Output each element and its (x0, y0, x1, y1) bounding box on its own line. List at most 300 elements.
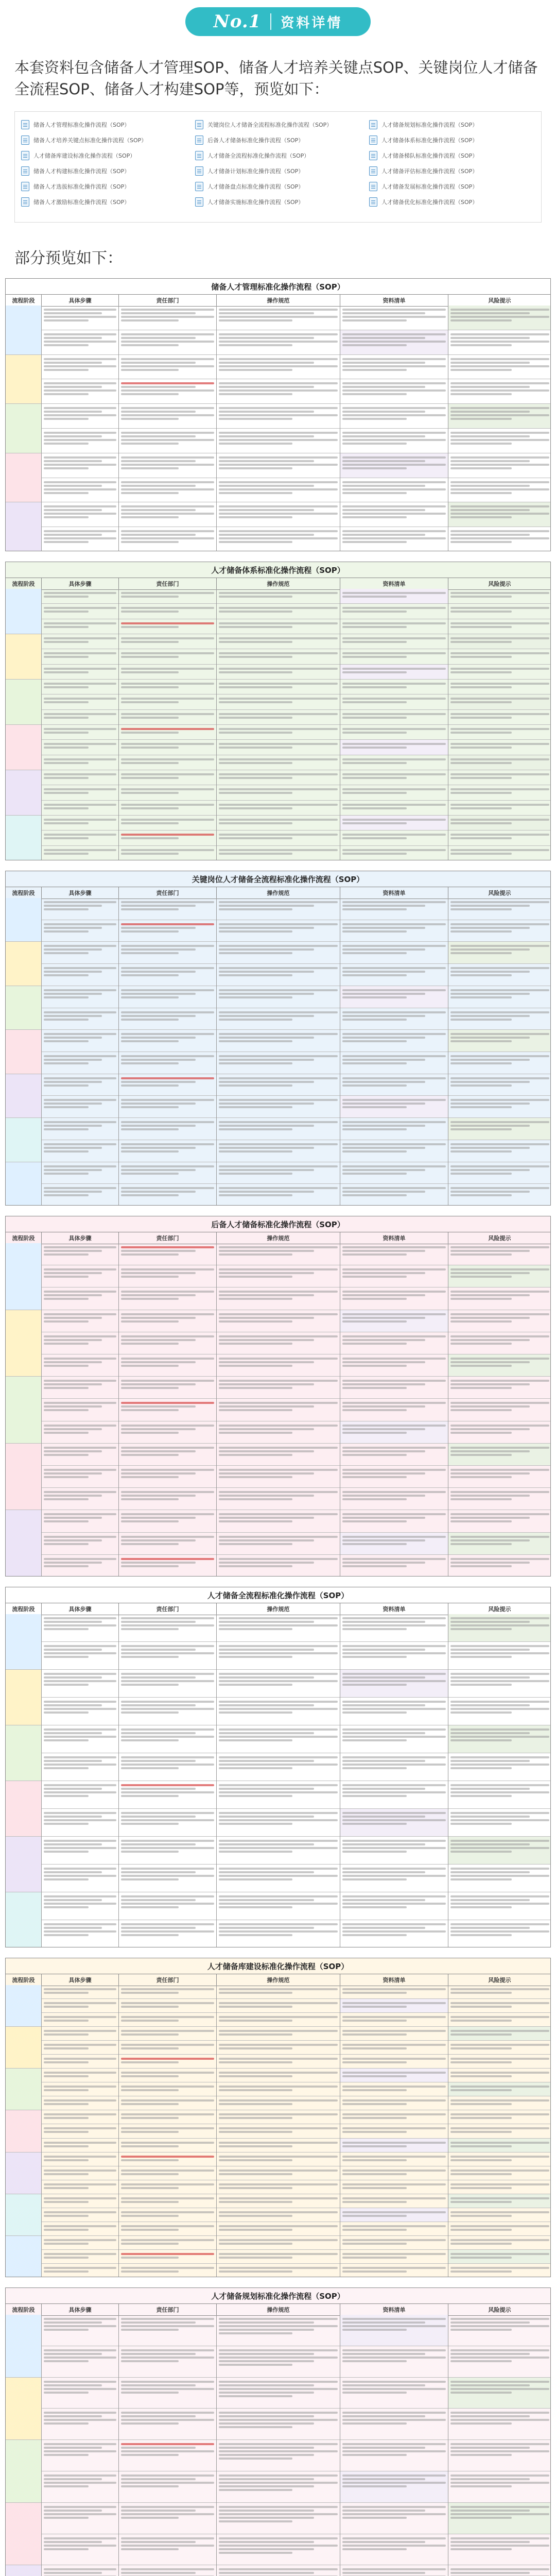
text-line (44, 1081, 102, 1083)
table-cell (217, 2440, 340, 2471)
text-line (450, 758, 549, 760)
text-line (121, 414, 214, 416)
text-line (450, 513, 549, 515)
text-line (342, 1624, 446, 1626)
table-cell (340, 2565, 448, 2576)
table-cell (42, 1310, 118, 1332)
table-cell (42, 527, 118, 551)
table-cell (42, 2082, 118, 2096)
text-line (121, 1875, 214, 1877)
text-line (342, 1428, 425, 1430)
table-cell (217, 2180, 340, 2194)
table-cell (448, 2503, 551, 2534)
text-line (121, 1788, 196, 1790)
table-cell (42, 429, 118, 453)
text-line (342, 683, 446, 685)
text-line (121, 1736, 214, 1738)
text-line (450, 2173, 512, 2175)
text-line (219, 1194, 292, 1196)
text-line (219, 2537, 338, 2539)
text-line (121, 607, 214, 609)
text-line (121, 2243, 179, 2245)
table-cell (217, 2236, 340, 2250)
text-line (44, 1812, 116, 1814)
text-line (44, 1169, 102, 1171)
text-line (121, 1335, 214, 1337)
text-line (450, 2131, 512, 2133)
text-line (121, 1701, 214, 1703)
text-line (121, 2113, 214, 2115)
text-line (219, 2072, 338, 2074)
text-line (219, 1276, 292, 1278)
file-list-item[interactable] (195, 194, 361, 210)
text-line (450, 652, 549, 654)
text-line (121, 1562, 196, 1564)
text-line (219, 513, 338, 515)
table-cell (119, 1332, 216, 1354)
text-line (342, 1062, 407, 1064)
table-cell (448, 1642, 551, 1670)
text-line (450, 1491, 549, 1493)
text-line (342, 1565, 407, 1567)
table-column (42, 1243, 119, 1576)
text-line (342, 2510, 425, 2512)
table-cell (217, 770, 340, 785)
badge-title: 资料详情 (281, 15, 343, 31)
text-line (450, 2201, 512, 2203)
text-line (44, 1291, 116, 1293)
table-cell (340, 1162, 448, 1184)
text-line (342, 1784, 446, 1786)
table-cell (217, 2378, 340, 2409)
table-header-row (6, 295, 550, 307)
table-cell (217, 1555, 340, 1576)
text-line (450, 2572, 530, 2574)
text-line (44, 2360, 89, 2362)
text-line (450, 1276, 512, 1278)
text-line (219, 945, 338, 947)
text-line (219, 656, 292, 658)
table-cell (217, 920, 340, 942)
table-cell (119, 2208, 216, 2222)
file-name: 后备人才储备标准化操作流程（SOP） (207, 137, 304, 144)
text-line (44, 1106, 89, 1108)
text-line (219, 2321, 314, 2324)
text-line (219, 2360, 314, 2362)
table-cell (340, 1488, 448, 1510)
table-cell (217, 1920, 340, 1947)
text-line (450, 1147, 530, 1149)
text-line (219, 1649, 314, 1651)
text-line (121, 2197, 214, 2199)
document-icon (21, 120, 29, 129)
table-cell (340, 1030, 448, 1052)
table-column (217, 898, 340, 1205)
table-header-cell: 具体步骤 (42, 578, 119, 589)
text-line (121, 668, 214, 670)
table-column (217, 1243, 340, 1576)
text-line (44, 1728, 116, 1731)
text-line (450, 641, 512, 643)
table-cell (217, 1614, 340, 1642)
text-line (121, 1432, 179, 1434)
text-line (219, 467, 292, 469)
text-line (121, 1128, 179, 1130)
document-icon (369, 151, 377, 160)
text-line (44, 2201, 89, 2203)
text-line (450, 1033, 549, 1035)
text-line (342, 1513, 446, 1515)
text-line (450, 2419, 549, 2421)
file-list-item[interactable] (21, 179, 187, 194)
text-line (121, 1358, 214, 1360)
table-header-cell: 风险提示 (448, 1232, 551, 1244)
text-line (342, 516, 407, 518)
table-cell (42, 2250, 118, 2264)
text-line (342, 2086, 446, 2088)
table-cell (217, 665, 340, 680)
text-line (44, 1335, 116, 1337)
file-list-item[interactable] (195, 148, 361, 163)
file-list-item[interactable] (369, 179, 535, 194)
table-cell (448, 1332, 551, 1354)
text-line (450, 1764, 549, 1766)
table-column (340, 1243, 448, 1576)
text-line (450, 389, 549, 392)
text-line (121, 952, 179, 954)
text-line (44, 1739, 89, 1741)
table-cell (448, 2346, 551, 2378)
file-list-item[interactable] (21, 148, 187, 163)
text-line (219, 2267, 338, 2269)
text-line (44, 945, 116, 947)
text-line (44, 668, 116, 670)
text-line (44, 1628, 89, 1630)
file-list-item[interactable] (21, 194, 187, 210)
table-cell (448, 2194, 551, 2208)
table-cell (217, 2139, 340, 2153)
text-line (219, 1491, 338, 1493)
text-line (342, 537, 446, 539)
file-list-item[interactable] (369, 163, 535, 179)
table-column (217, 589, 340, 860)
text-line (121, 1015, 196, 1017)
table-cell (119, 1753, 216, 1781)
file-list-item[interactable] (195, 117, 361, 132)
text-line (450, 1358, 549, 1360)
table-cell (340, 680, 448, 694)
text-line (342, 467, 407, 469)
text-line (342, 1701, 446, 1703)
table-cell (448, 846, 551, 860)
text-line (121, 1402, 214, 1404)
table-header-cell: 流程阶段 (6, 1232, 42, 1244)
text-line (121, 834, 214, 836)
table-cell (42, 355, 118, 380)
text-line (44, 773, 116, 775)
text-line (219, 1823, 292, 1825)
text-line (44, 1656, 89, 1658)
text-line (44, 2099, 116, 2102)
text-line (450, 1704, 530, 1706)
phase-cell (6, 816, 41, 860)
text-line (342, 344, 407, 346)
text-line (450, 993, 530, 995)
text-line (219, 1927, 314, 1929)
text-line (44, 1402, 116, 1404)
table-cell (448, 2236, 551, 2250)
table-cell (119, 2378, 216, 2409)
phase-cell (6, 1725, 41, 1781)
table-column (6, 1985, 42, 2277)
text-line (342, 807, 407, 809)
table-cell (217, 604, 340, 619)
text-line (450, 2545, 549, 2547)
file-name: 人才储备规划标准化操作流程（SOP） (381, 122, 478, 128)
table-cell (340, 589, 448, 604)
text-line (121, 1387, 179, 1389)
text-line (121, 1143, 214, 1145)
text-line (121, 967, 214, 969)
text-line (44, 2506, 116, 2508)
text-line (342, 1409, 407, 1411)
text-line (450, 1767, 512, 1769)
text-line (121, 971, 196, 973)
file-list-item[interactable] (369, 117, 535, 132)
text-line (450, 2030, 549, 2032)
text-line (219, 1788, 314, 1790)
text-line (342, 1680, 446, 1682)
table-cell (340, 1243, 448, 1265)
text-line (450, 464, 549, 466)
text-line (44, 1934, 89, 1936)
text-line (342, 952, 407, 954)
table-cell (340, 2180, 448, 2194)
table-cell (340, 942, 448, 964)
table-header-cell: 具体步骤 (42, 887, 119, 899)
file-list-item[interactable] (21, 117, 187, 132)
table-cell (217, 634, 340, 649)
text-line (121, 1649, 196, 1651)
text-line (450, 2415, 530, 2417)
text-line (342, 1169, 425, 1171)
text-line (121, 758, 214, 760)
table-header-cell: 操作规范 (217, 1232, 340, 1244)
text-line (342, 1736, 446, 1738)
text-line (44, 2156, 116, 2158)
text-line (219, 386, 314, 388)
text-line (342, 2541, 425, 2543)
text-line (219, 996, 292, 998)
phase-cell (6, 986, 41, 1030)
text-line (219, 747, 292, 749)
table-header-cell: 责任部门 (119, 1232, 217, 1244)
table-cell (119, 2503, 216, 2534)
text-line (44, 389, 116, 392)
text-line (219, 516, 292, 518)
text-line (219, 2173, 292, 2175)
text-line (450, 1812, 549, 1814)
text-line (44, 2086, 116, 2088)
file-list-item[interactable] (195, 179, 361, 194)
file-list-item[interactable] (195, 132, 361, 148)
table-cell (217, 379, 340, 404)
text-line (450, 1428, 530, 1430)
text-line (44, 1536, 116, 1538)
table-cell (119, 527, 216, 551)
table-cell (217, 1837, 340, 1865)
text-line (44, 671, 89, 673)
table-header-cell: 责任部门 (119, 2304, 217, 2315)
document-icon (21, 135, 29, 145)
text-line (121, 683, 214, 685)
text-line (450, 2325, 549, 2327)
phase-cell (6, 942, 41, 986)
text-line (450, 2211, 549, 2213)
text-line (342, 2321, 425, 2324)
text-line (450, 1383, 530, 1385)
text-line (44, 2020, 89, 2022)
text-line (44, 1906, 89, 1908)
text-line (450, 989, 549, 991)
text-line (342, 1895, 446, 1897)
file-name: 关键岗位人才储备全流程标准化操作流程（SOP） (207, 122, 333, 128)
text-line (219, 1298, 292, 1300)
document-icon (21, 182, 29, 191)
phase-cell (6, 725, 41, 770)
table-header-cell: 责任部门 (119, 1603, 217, 1615)
table-cell (448, 1809, 551, 1837)
text-line (121, 1150, 179, 1153)
table-cell (448, 1999, 551, 2013)
text-line (342, 2392, 407, 2394)
file-list-item[interactable] (21, 132, 187, 148)
text-line (342, 1539, 425, 1541)
text-line (219, 2215, 292, 2217)
table-cell (42, 942, 118, 964)
text-line (219, 2478, 314, 2480)
text-line (121, 596, 179, 598)
text-line (450, 1680, 549, 1682)
text-line (44, 341, 116, 343)
table-cell (42, 1074, 118, 1096)
text-line (219, 2419, 338, 2421)
text-line (121, 1930, 214, 1933)
text-line (342, 717, 407, 719)
text-line (450, 698, 549, 700)
file-list-item[interactable] (369, 194, 535, 210)
table-cell (217, 1265, 340, 1287)
text-line (44, 1708, 116, 1710)
table-cell (217, 2264, 340, 2277)
text-line (44, 1272, 102, 1274)
text-line (342, 747, 407, 749)
table-cell (340, 478, 448, 503)
text-line (219, 2506, 338, 2508)
text-line (121, 513, 214, 515)
table-header-cell: 风险提示 (448, 578, 551, 589)
text-line (342, 2450, 446, 2452)
text-line (219, 1520, 292, 1522)
file-list-item[interactable] (369, 148, 535, 163)
text-line (121, 2006, 179, 2008)
text-line (450, 2229, 512, 2231)
text-line (121, 1276, 179, 1278)
text-line (219, 2548, 314, 2550)
text-line (121, 1365, 179, 1367)
text-line (342, 1819, 446, 1821)
text-line (342, 1147, 425, 1149)
table-cell (448, 306, 551, 330)
text-line (121, 788, 214, 790)
text-line (121, 671, 179, 673)
text-line (342, 592, 446, 594)
text-line (219, 1704, 314, 1706)
text-line (121, 2419, 214, 2421)
text-line (342, 1992, 407, 1994)
text-line (450, 1250, 530, 1252)
table-cell (448, 2180, 551, 2194)
table-cell (448, 2250, 551, 2264)
text-line (342, 1645, 446, 1647)
text-line (219, 641, 292, 643)
table-body (6, 1243, 550, 1576)
table-header-cell: 流程阶段 (6, 2304, 42, 2315)
text-line (342, 439, 446, 441)
text-line (121, 2450, 214, 2452)
table-cell (340, 1118, 448, 1140)
table-cell (217, 527, 340, 551)
text-line (342, 2353, 425, 2355)
file-list-item[interactable] (369, 132, 535, 148)
text-line (450, 1656, 512, 1658)
text-line (219, 1472, 314, 1475)
text-line (219, 804, 338, 806)
table-column (6, 589, 42, 860)
file-list-item[interactable] (195, 163, 361, 179)
text-line (121, 2545, 214, 2547)
table-cell (119, 1999, 216, 2013)
table-cell (448, 2264, 551, 2277)
text-line (121, 1816, 196, 1818)
text-line (219, 2513, 338, 2515)
text-line (342, 948, 425, 951)
text-line (342, 1875, 446, 1877)
text-line (450, 2454, 512, 2456)
table-cell (119, 2069, 216, 2082)
table-column (119, 306, 217, 551)
text-line (44, 2475, 116, 2477)
text-line (44, 974, 89, 976)
text-line (121, 2047, 179, 2049)
table-cell (217, 1096, 340, 1118)
table-cell (448, 453, 551, 478)
table-cell (448, 2565, 551, 2576)
text-line (219, 971, 314, 973)
text-line (121, 901, 214, 903)
text-line (342, 945, 446, 947)
text-line (219, 2482, 338, 2484)
table-cell (119, 1030, 216, 1052)
table-cell (217, 1642, 340, 1670)
text-line (44, 1033, 116, 1035)
text-line (219, 788, 338, 790)
text-line (121, 2572, 196, 2574)
file-list-item[interactable] (21, 163, 187, 179)
file-list-panel (14, 111, 542, 223)
table-cell (340, 429, 448, 453)
sop-document-preview (5, 871, 551, 1206)
